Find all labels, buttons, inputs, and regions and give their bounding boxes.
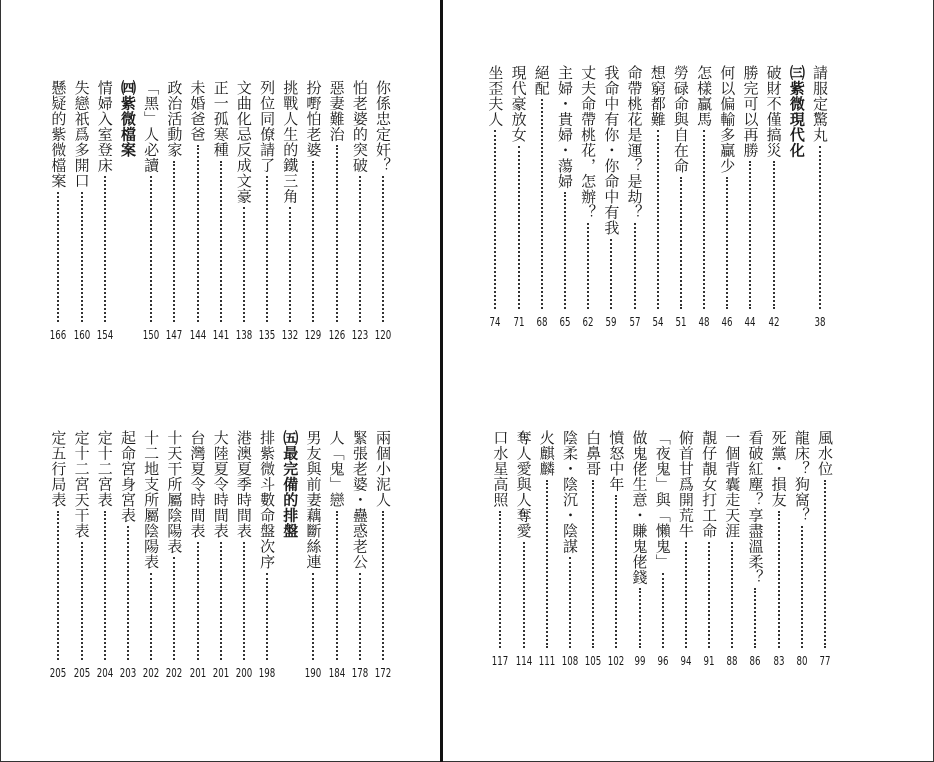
toc-page-number: 204 [96, 666, 113, 680]
toc-dot-leader [546, 480, 548, 649]
toc-dot-leader [127, 526, 129, 660]
toc-dot-leader [564, 192, 566, 309]
toc-page-number: 68 [536, 315, 548, 329]
toc-page-number: 202 [166, 666, 183, 680]
toc-page-number: 203 [119, 666, 137, 680]
toc-entry [699, 430, 719, 668]
toc-entry [211, 80, 231, 342]
toc-entry-title: 未婚爸爸 [188, 80, 207, 142]
toc-entry-title: 看破紅塵？享盡溫柔？ [746, 430, 765, 585]
toc-page-number: 80 [796, 654, 808, 668]
toc-entry [303, 430, 323, 680]
toc-page-number: 129 [305, 328, 322, 342]
toc-dot-leader [104, 176, 106, 322]
toc-dot-leader [312, 161, 314, 323]
toc-page-number: 160 [73, 328, 90, 342]
toc-entry [234, 430, 254, 680]
toc-entry-title: ㈢紫微現代化 [787, 65, 806, 158]
toc-dot-leader [773, 161, 775, 309]
toc-entry-title: 請服定驚丸 [811, 65, 829, 143]
toc-entry-title: 正一孤寒種 [211, 80, 230, 158]
toc-entry [373, 80, 393, 342]
toc-page-number: 166 [50, 328, 67, 342]
toc-dot-leader [754, 588, 756, 648]
toc-page-number: 117 [492, 654, 509, 668]
book-spine [440, 0, 443, 762]
toc-dot-leader [708, 542, 710, 649]
page-edge-left [0, 0, 1, 762]
toc-dot-leader [634, 223, 636, 309]
toc-entry-title: 勞碌命與自在命 [671, 65, 690, 174]
toc-dot-leader [312, 573, 314, 661]
toc-section-heading [118, 80, 138, 342]
toc-dot-leader [726, 177, 728, 310]
toc-page-number: 144 [189, 328, 206, 342]
toc-entry [740, 65, 760, 329]
toc-dot-leader [587, 223, 589, 309]
toc-entry-title: 憤怒中年 [607, 430, 626, 492]
toc-entry-title: 何以偏輸多贏少 [718, 65, 737, 174]
toc-entry [555, 65, 575, 329]
toc-dot-leader [749, 161, 751, 309]
toc-page-number: 202 [142, 666, 160, 680]
toc-dot-leader [104, 511, 106, 661]
toc-dot-leader [243, 542, 245, 661]
toc-block-top-left [45, 80, 393, 342]
toc-entry-title: 「夜鬼」與「懶鬼」 [653, 430, 672, 570]
toc-entry [810, 65, 830, 329]
toc-dot-leader [824, 480, 826, 649]
toc-entry-title: 十天干所屬陰陽表 [165, 430, 184, 554]
toc-entry [717, 65, 737, 329]
toc-page-number: 83 [773, 654, 785, 668]
toc-entry-title: 丈夫命帶桃花，怎辦？ [579, 65, 598, 220]
toc-entry [188, 430, 208, 680]
toc-page-number: 150 [142, 328, 160, 342]
toc-page-number: 198 [258, 666, 276, 680]
toc-page-number: 86 [749, 654, 761, 668]
toc-block-bottom-right [487, 430, 835, 668]
toc-page-number: 42 [768, 315, 780, 329]
toc-entry-title: 定十二宮天干表 [72, 430, 91, 539]
toc-page-number: 184 [328, 666, 345, 680]
toc-page-number: 154 [96, 328, 113, 342]
toc-entry-title: 人「鬼」戀 [327, 430, 346, 508]
toc-dot-leader [610, 239, 612, 310]
toc-entry [601, 65, 621, 329]
toc-dot-leader [57, 511, 59, 661]
toc-dot-leader [150, 176, 152, 322]
toc-entry [676, 430, 696, 668]
toc-entry [815, 430, 835, 668]
toc-dot-leader [680, 177, 682, 310]
toc-dot-leader [289, 207, 291, 322]
toc-entry-title: 起命宮身宮表 [118, 430, 137, 523]
toc-entry [164, 430, 184, 680]
toc-entry-title: 兩個小泥人 [374, 430, 392, 508]
toc-entry-title: 情婦入室登床 [95, 80, 114, 173]
toc-entry-title: 怕老婆的突破 [350, 80, 369, 173]
toc-entry [537, 430, 557, 668]
toc-entry [188, 80, 208, 342]
toc-entry-title: 懸疑的紫微檔案 [49, 80, 68, 189]
toc-page-number: 48 [698, 315, 710, 329]
toc-dot-leader [662, 573, 664, 649]
toc-page-number: 205 [50, 666, 67, 680]
toc-entry-title: 現代豪放女 [509, 65, 528, 143]
toc-entry [373, 430, 393, 680]
toc-entry-title: 死黨・損友 [769, 430, 788, 508]
toc-page-number: 57 [629, 315, 640, 329]
toc-entry-title: 挑戰人生的鐵三角 [281, 80, 300, 204]
toc-entry [141, 80, 161, 342]
toc-dot-leader [81, 192, 83, 323]
toc-entry-title: 怎樣贏馬 [695, 65, 714, 127]
toc-dot-leader [685, 542, 687, 649]
toc-block-bottom-left [45, 430, 393, 680]
toc-dot-leader [592, 480, 594, 649]
toc-dot-leader [150, 573, 152, 661]
toc-entry-title: 緊張老婆・蠱惑老公 [350, 430, 369, 570]
toc-page-number: 59 [605, 315, 617, 329]
toc-entry [769, 430, 789, 668]
toc-dot-leader [266, 573, 268, 661]
toc-entry-title: 陰柔・陰沉・陰謀 [560, 430, 579, 554]
toc-page-number: 132 [282, 328, 299, 342]
toc-entry [95, 80, 115, 342]
toc-entry-title: 惡妻難治 [327, 80, 346, 142]
toc-entry-title: 口水星高照 [491, 430, 510, 508]
toc-entry [234, 80, 254, 342]
toc-page-number: 178 [351, 666, 369, 680]
toc-page-number: 114 [515, 654, 532, 668]
toc-entry [625, 65, 645, 329]
toc-entry [95, 430, 115, 680]
toc-page-number: 201 [189, 666, 206, 680]
toc-page-number: 172 [374, 666, 392, 680]
toc-dot-leader [569, 557, 571, 648]
toc-dot-leader [657, 130, 659, 309]
toc-entry [141, 430, 161, 680]
toc-entry [211, 430, 231, 680]
toc-page-number: 205 [73, 666, 90, 680]
toc-entry-title: 火麒麟 [537, 430, 556, 477]
toc-dot-leader [731, 542, 733, 649]
toc-entry [509, 65, 529, 329]
toc-dot-leader [382, 511, 384, 661]
toc-page-number: 102 [608, 654, 625, 668]
toc-page-number: 51 [675, 315, 687, 329]
toc-entry-title: 龍床？狗窩？ [792, 430, 811, 523]
toc-entry [514, 430, 534, 668]
toc-entry-title: 風水位 [816, 430, 834, 477]
toc-entry [72, 80, 92, 342]
toc-section-heading [280, 430, 300, 680]
toc-section-heading [787, 65, 807, 329]
toc-entry-title: 勝完可以再勝 [741, 65, 760, 158]
toc-page-number: 99 [634, 654, 645, 668]
toc-dot-leader [703, 130, 705, 309]
toc-page-number: 123 [351, 328, 369, 342]
toc-entry-title: 定十二宮表 [95, 430, 114, 508]
toc-entry [257, 80, 277, 342]
toc-entry-title: 靚仔靚女打工命 [700, 430, 719, 539]
toc-dot-leader [220, 161, 222, 323]
toc-entry-title: 扮嘢怕老婆 [304, 80, 323, 158]
toc-page-number: 135 [258, 328, 276, 342]
toc-dot-leader [81, 542, 83, 661]
toc-entry-title: 大陸夏令時間表 [211, 430, 230, 539]
toc-page-number: 126 [328, 328, 345, 342]
toc-entry-title: 港澳夏季時間表 [234, 430, 253, 539]
toc-entry-title: 白鼻哥 [584, 430, 603, 477]
toc-entry [648, 65, 668, 329]
toc-page-number: 77 [819, 654, 831, 668]
toc-entry-title: 命帶桃花是運？是劫？ [625, 65, 644, 220]
toc-entry-title: 絕配 [532, 65, 551, 96]
toc-entry [722, 430, 742, 668]
toc-page-number: 120 [374, 328, 392, 342]
toc-dot-leader [243, 207, 245, 322]
toc-page-number: 62 [582, 315, 594, 329]
toc-entry-title: 失戀祇爲多開口 [72, 80, 91, 189]
toc-dot-leader [499, 511, 501, 649]
toc-page-number: 201 [212, 666, 229, 680]
toc-page-number: 46 [721, 315, 733, 329]
toc-page-number: 88 [726, 654, 738, 668]
toc-page-number: 74 [489, 315, 501, 329]
toc-entry-title: 你係忠定奸？ [374, 80, 392, 173]
toc-dot-leader [639, 588, 641, 648]
toc-dot-leader [615, 495, 617, 648]
toc-entry-title: 十二地支所屬陰陽表 [142, 430, 161, 570]
toc-entry-title: 我命中有你・你命中有我 [602, 65, 621, 236]
toc-dot-leader [819, 146, 821, 310]
toc-dot-leader [173, 557, 175, 660]
toc-dot-leader [197, 542, 199, 661]
toc-page-number: 38 [814, 315, 826, 329]
toc-dot-leader [523, 542, 525, 649]
toc-entry [671, 65, 691, 329]
toc-page-number: 65 [559, 315, 571, 329]
toc-dot-leader [382, 176, 384, 322]
toc-dot-leader [541, 99, 543, 309]
toc-page-number: 44 [744, 315, 756, 329]
toc-entry-title: 奪人愛與人奪愛 [514, 430, 533, 539]
toc-entry [653, 430, 673, 668]
toc-page-number: 108 [561, 654, 579, 668]
toc-entry-title: 「黑」人必讀 [142, 80, 161, 173]
toc-entry [350, 430, 370, 680]
toc-dot-leader [173, 161, 175, 323]
toc-entry-title: 俯首甘爲開荒牛 [676, 430, 695, 539]
toc-page-number: 91 [703, 654, 715, 668]
toc-entry [560, 430, 580, 668]
toc-entry [350, 80, 370, 342]
toc-page-number: 200 [235, 666, 253, 680]
toc-dot-leader [57, 192, 59, 323]
toc-entry [257, 430, 277, 680]
toc-dot-leader [778, 511, 780, 649]
toc-dot-leader [518, 146, 520, 310]
toc-entry-title: 破財不僅搞災 [764, 65, 783, 158]
toc-entry [764, 65, 784, 329]
toc-page-number: 111 [538, 654, 555, 668]
toc-page-number: 105 [584, 654, 602, 668]
toc-page-number: 138 [235, 328, 253, 342]
toc-entry [280, 80, 300, 342]
toc-page-number: 96 [657, 654, 669, 668]
toc-entry [606, 430, 626, 668]
toc-entry [792, 430, 812, 668]
toc-entry [694, 65, 714, 329]
toc-page-number: 94 [680, 654, 692, 668]
toc-entry-title: 男友與前妻藕斷絲連 [304, 430, 323, 570]
toc-entry [48, 80, 68, 342]
toc-entry [532, 65, 552, 329]
toc-dot-leader [197, 145, 199, 322]
toc-entry-title: 政治活動家 [165, 80, 184, 158]
toc-entry [485, 65, 505, 329]
toc-entry-title: ㈣紫微檔案 [118, 80, 137, 158]
toc-entry [630, 430, 650, 668]
toc-entry-title: 主婦・貴婦・蕩婦 [555, 65, 574, 189]
toc-entry-title: 做鬼佬生意・賺鬼佬錢 [630, 430, 649, 585]
toc-entry [578, 65, 598, 329]
toc-entry-title: 列位同僚請了 [258, 80, 277, 173]
toc-entry [490, 430, 510, 668]
toc-dot-leader [801, 526, 803, 648]
toc-page-number: 71 [513, 315, 525, 329]
toc-entry [303, 80, 323, 342]
toc-entry-title: 台灣夏令時間表 [188, 430, 207, 539]
toc-entry [48, 430, 68, 680]
toc-entry [164, 80, 184, 342]
toc-block-top-right [482, 65, 830, 329]
toc-entry [72, 430, 92, 680]
toc-dot-leader [220, 542, 222, 661]
toc-page-number: 147 [166, 328, 183, 342]
toc-entry [327, 80, 347, 342]
toc-entry-title: 文曲化忌反成文豪 [234, 80, 253, 204]
toc-dot-leader [359, 176, 361, 322]
toc-dot-leader [336, 145, 338, 322]
toc-entry [745, 430, 765, 668]
toc-dot-leader [494, 130, 496, 309]
toc-entry [327, 430, 347, 680]
toc-entry-title: 定五行局表 [49, 430, 68, 508]
toc-entry [583, 430, 603, 668]
toc-entry-title: 想窮都難 [648, 65, 667, 127]
toc-entry-title: 坐歪夫人 [486, 65, 505, 127]
toc-dot-leader [359, 573, 361, 661]
toc-entry-title: 排紫微斗數命盤次序 [258, 430, 277, 570]
toc-entry-title: 一個背囊走天涯 [723, 430, 742, 539]
toc-dot-leader [266, 176, 268, 322]
toc-page-number: 54 [652, 315, 664, 329]
toc-page-number: 141 [212, 328, 229, 342]
toc-page-number: 190 [305, 666, 322, 680]
toc-entry-title: ㈤最完備的排盤 [281, 430, 300, 539]
toc-entry [118, 430, 138, 680]
toc-dot-leader [336, 511, 338, 661]
